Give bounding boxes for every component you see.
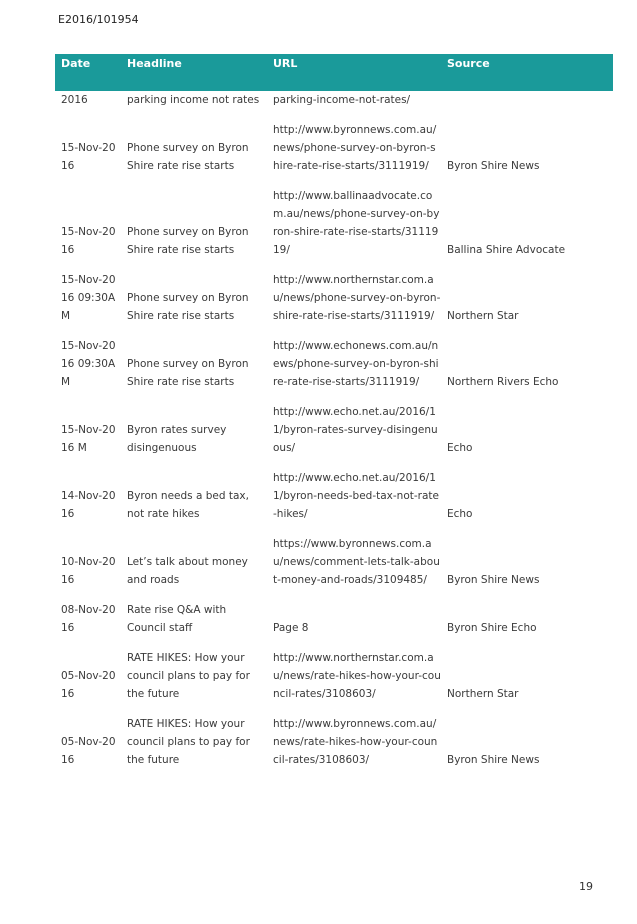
row-date: 15-Nov-2016 bbox=[61, 142, 116, 172]
row-headline: parking income not rates bbox=[127, 94, 260, 106]
table-row bbox=[55, 703, 613, 769]
row-url[interactable]: http://www.ballinaadvocate.com.au/news/phone-survey-on-byron-shire-rate-rise-starts/3111919/ bbox=[273, 190, 440, 256]
header-date: Date bbox=[55, 54, 121, 91]
row-date: 05-Nov-2016 bbox=[61, 736, 116, 766]
row-source: Northern Rivers Echo bbox=[447, 376, 559, 388]
page-number: 19 bbox=[579, 880, 593, 893]
row-headline: Byron rates survey disingenuous bbox=[127, 424, 227, 454]
row-url[interactable]: http://www.echo.net.au/2016/11/byron-rates-survey-disingenuous/ bbox=[273, 406, 438, 454]
row-source: Northern Star bbox=[447, 688, 519, 700]
row-date: 15-Nov-2016 09:30AM bbox=[61, 340, 116, 388]
row-date: 05-Nov-2016 bbox=[61, 670, 116, 700]
table-row bbox=[55, 523, 613, 589]
row-headline: Phone survey on Byron Shire rate rise starts bbox=[127, 142, 249, 172]
row-url[interactable]: http://www.echonews.com.au/news/phone-survey-on-byron-shire-rate-rise-starts/3111919/ bbox=[273, 340, 439, 388]
row-headline: Rate rise Q&A with Council staff bbox=[127, 604, 227, 634]
row-url[interactable]: http://www.byronnews.com.au/news/rate-hikes-how-your-council-rates/3108603/ bbox=[273, 718, 438, 766]
media-coverage-table bbox=[55, 54, 613, 769]
row-url: parking-income-not-rates/ bbox=[273, 94, 411, 106]
row-date: 10-Nov-2016 bbox=[61, 556, 116, 586]
row-headline: RATE HIKES: How your council plans to pay for the future bbox=[127, 652, 250, 700]
row-date: 14-Nov-2016 bbox=[61, 490, 116, 520]
row-headline: Byron needs a bed tax, not rate hikes bbox=[127, 490, 249, 520]
row-source: Echo bbox=[447, 508, 473, 520]
table-row bbox=[55, 91, 613, 109]
document-id: E2016/101954 bbox=[58, 13, 139, 26]
table-row bbox=[55, 175, 613, 259]
row-source: Ballina Shire Advocate bbox=[447, 244, 566, 256]
row-headline: Phone survey on Byron Shire rate rise starts bbox=[127, 358, 249, 388]
table-row bbox=[55, 259, 613, 325]
row-url: Page 8 bbox=[273, 622, 309, 634]
row-date: 15-Nov-2016 bbox=[61, 226, 116, 256]
table-row bbox=[55, 325, 613, 391]
row-headline: Phone survey on Byron Shire rate rise starts bbox=[127, 226, 249, 256]
row-headline: Phone survey on Byron Shire rate rise starts bbox=[127, 292, 249, 322]
row-headline: Let’s talk about money and roads bbox=[127, 556, 248, 586]
row-date: 15-Nov-2016 M bbox=[61, 424, 116, 454]
row-source: Byron Shire News bbox=[447, 574, 540, 586]
row-source bbox=[441, 91, 613, 109]
header-url: URL bbox=[267, 54, 441, 91]
table-row bbox=[55, 589, 613, 637]
row-url[interactable]: http://www.northernstar.com.au/news/rate-hikes-how-your-council-rates/3108603/ bbox=[273, 652, 441, 700]
row-source: Byron Shire News bbox=[447, 160, 540, 172]
row-date: 15-Nov-2016 09:30AM bbox=[61, 274, 116, 322]
table-row bbox=[55, 109, 613, 175]
row-url[interactable]: http://www.northernstar.com.au/news/phone-survey-on-byron-shire-rate-rise-starts/3111919/ bbox=[273, 274, 441, 322]
row-url[interactable]: https://www.byronnews.com.au/news/comment-lets-talk-about-money-and-roads/3109485/ bbox=[273, 538, 440, 586]
header-source: Source bbox=[441, 54, 613, 91]
row-date: 2016 bbox=[61, 94, 88, 106]
row-headline: RATE HIKES: How your council plans to pay for the future bbox=[127, 718, 250, 766]
header-headline: Headline bbox=[121, 54, 267, 91]
row-url[interactable]: http://www.echo.net.au/2016/11/byron-needs-bed-tax-not-rate-hikes/ bbox=[273, 472, 439, 520]
row-source: Echo bbox=[447, 442, 473, 454]
row-url[interactable]: http://www.byronnews.com.au/news/phone-survey-on-byron-shire-rate-rise-starts/3111919/ bbox=[273, 124, 437, 172]
table-row bbox=[55, 457, 613, 523]
table-row bbox=[55, 637, 613, 703]
table-header-row bbox=[55, 54, 613, 91]
table-row bbox=[55, 391, 613, 457]
row-source: Byron Shire News bbox=[447, 754, 540, 766]
row-source: Byron Shire Echo bbox=[447, 622, 537, 634]
row-date: 08-Nov-2016 bbox=[61, 604, 116, 634]
row-source: Northern Star bbox=[447, 310, 519, 322]
